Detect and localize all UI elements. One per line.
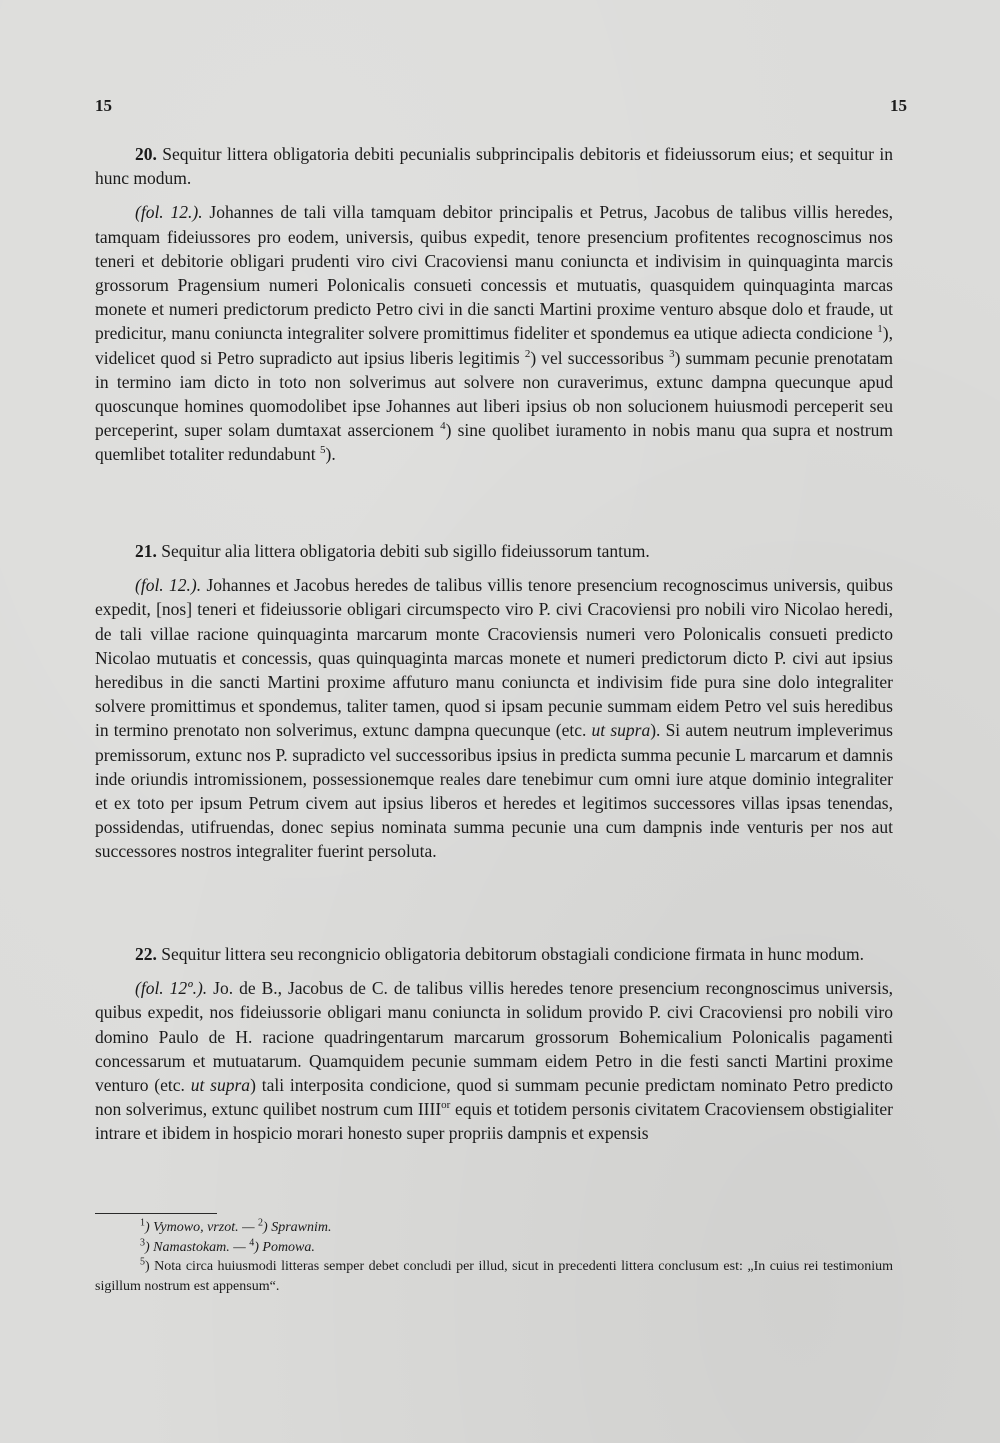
section-21-ut-supra: ut supra — [591, 720, 651, 741]
section-21 — [95, 539, 893, 864]
section-22 — [95, 942, 893, 1146]
section-20-body-d: ) summam pecunie prenotatam in termino iam dicto in toto non solverimus aut solvere non curaverimus, extunc dampna quecunque apud quoscunque homines quomodolibet ipse Johannes aut liberi ipsius ob non solucionem huiusmodi perceperit seu perceperint, super solam dumtaxat assercionem — [95, 347, 894, 441]
footnote-line-2 — [95, 1238, 893, 1258]
section-22-heading — [95, 942, 893, 966]
footnote-text-4: ) Pomowa. — [254, 1239, 315, 1255]
footnote-line-1 — [95, 1218, 893, 1238]
footnote-text-1: ) Vymowo, vrzot. — — [145, 1220, 255, 1235]
footnote-ref-2: 2 — [524, 347, 531, 360]
footnote-text-3: ) Namastokam. — — [145, 1239, 246, 1255]
footnote-ref-5: 5 — [320, 444, 326, 457]
section-21-fol: (fol. 12.). — [135, 575, 202, 596]
footnote-text-5: ) Nota circa huiusmodi litteras semper debet concludi per illud, sicut in precedenti littera conclusum est: „In cuius rei testimonium sigillum nostrum est appensum“. — [95, 1259, 893, 1294]
footnotes — [95, 1218, 893, 1296]
footnote-rule — [95, 1213, 217, 1214]
footnote-mark-5: 5 — [140, 1256, 145, 1268]
section-20-body-f: ). — [325, 444, 336, 465]
section-21-heading-text: Sequitur alia littera obligatoria debiti sub sigillo fideiussorum tantum. — [161, 541, 650, 561]
section-20-fol: (fol. 12.). — [135, 202, 203, 223]
section-20-number: 20. — [135, 144, 157, 164]
footnote-mark-2: 2 — [258, 1217, 264, 1229]
section-20-body-c: ) vel successoribus — [530, 347, 664, 368]
section-22-sup-or: or — [441, 1099, 451, 1112]
footnote-mark-1: 1 — [140, 1217, 145, 1229]
footnote-ref-4: 4 — [440, 420, 446, 433]
section-22-body — [95, 976, 893, 1145]
footnote-ref-1: 1 — [877, 323, 883, 336]
section-20-body-a: Johannes de tali villa tamquam debitor principalis et Petrus, Jacobus de talibus villis heredes, tamquam fideiussores pro eodem, universis, quibus expedit, tenore presencium profitentes recognoscimus nos teneri et debitorie obligari prudenti viro civi Cracoviensi manu coniuncta et indivisim in quinquaginta marcis grossorum Pragensium numeri Polonicalis consueti concessis et mutuatis, quasquidem quinquaginta marcas monete et numeri predictorum predicto Petro civi in die sancti Martini proxime venturo absque dolo et fraude, ut predicitur, manu coniuncta integraliter solvere promittimus fideliter et spondemus ea utique adiecta condicione — [95, 202, 894, 344]
section-22-heading-text: Sequitur littera seu recongnicio obligatoria debitorum obstagiali condicione firmata in hunc modum. — [161, 944, 864, 964]
section-21-body-b: ). Si autem neutrum impleverimus premissorum, extunc nos P. supradicto vel successoribus ipsius in predicta summa pecunie L marcarum et damnis inde oriundis intromissionem, possessionemque reales dare tenebimur cum omni iure atque dominio integraliter et ex toto per ipsum Petrum civem aut ipsius liberos et heredes et legitimos successores villas ipsas tenendas, possidendas, utifruendas, donec sepius nominata summa pecunie una cum dampnis inde venturis per nos aut successores nostros integraliter fuerint persoluta. — [95, 720, 893, 862]
footnote-mark-3: 3 — [140, 1236, 145, 1248]
section-22-fol: (fol. 12º.). — [135, 978, 208, 999]
footnote-ref-3: 3 — [669, 347, 675, 360]
section-22-body-c: equis et totidem personis civitatem Cracoviensem obstigialiter intrare et ibidem in hospicio morari honesto super propriis dampnis et expensis — [95, 1099, 893, 1144]
section-20-heading — [95, 142, 893, 190]
page-number-right: 15 — [890, 96, 907, 115]
section-20-heading-text: Sequitur littera obligatoria debiti pecunialis subprincipalis debitoris et fideiussorum eius; et sequitur in hunc modum. — [95, 144, 893, 189]
section-21-body — [95, 573, 893, 863]
page-number-left: 15 — [95, 96, 112, 115]
footnote-line-3 — [95, 1257, 893, 1296]
section-20-body — [95, 200, 893, 466]
section-21-body-a: Johannes et Jacobus heredes de talibus villis tenore presencium recognoscimus universis, quibus expedit, [nos] teneri et fideiussorie obligari circumspecto viro P. civi Cracoviensi pro nobili viro Nicolao heredi, de tali villae racione quinquaginta marcarum monte Cracoviensis numeri vero Polonicalis consueti predicto Nicolao mutuatis et concessis, quas quinquaginta marcas monete et numeri predictorum dicto P. civi aut ipsius heredibus in die sancti Martini proxime affuturo manu coniuncta et indivisim fide pura sine dolo integraliter solvere promittimus et spondemus, taliter tamen, quod si ipsam pecunie summam eidem Petro vel suis heredibus in termino prenotato non solverimus, extunc dampna quecunque (etc. — [95, 575, 893, 741]
section-20-body-b: ), videlicet quod si Petro supradicto aut ipsius liberis legitimis — [95, 323, 893, 368]
section-21-number: 21. — [135, 541, 157, 561]
section-20-body-e: ) sine quolibet iuramento in nobis manu qua supra et nostrum quemlibet totaliter redundabunt — [95, 420, 893, 465]
section-22-number: 22. — [135, 944, 157, 964]
section-22-ut-supra: ut supra — [190, 1075, 251, 1096]
section-21-heading — [95, 539, 893, 563]
section-22-body-a: Jo. de B., Jacobus de C. de talibus villis heredes tenore presencium recongnoscimus universis, quibus expedit, nos fideiussorie obligari manu coniuncta in solidum provido P. civi Cracoviensi pro nobili viro domino Paulo de H. racione quadringentarum marcarum grossorum Bohemicalium Polonicalis pagamenti concessarum et mutuatarum. Quamquidem pecunie summam eidem Petro in die festi sancti Martini proxime venturo (etc. — [95, 978, 894, 1096]
footnote-mark-4: 4 — [249, 1236, 255, 1248]
section-20 — [95, 142, 893, 467]
footnote-text-2: ) Sprawnim. — [263, 1220, 332, 1235]
section-22-body-b: ) tali interposita condicione, quod si summam pecunie predictam nominato Petro predicto non solverimus, extunc quilibet nostrum cum IIII — [95, 1075, 894, 1120]
